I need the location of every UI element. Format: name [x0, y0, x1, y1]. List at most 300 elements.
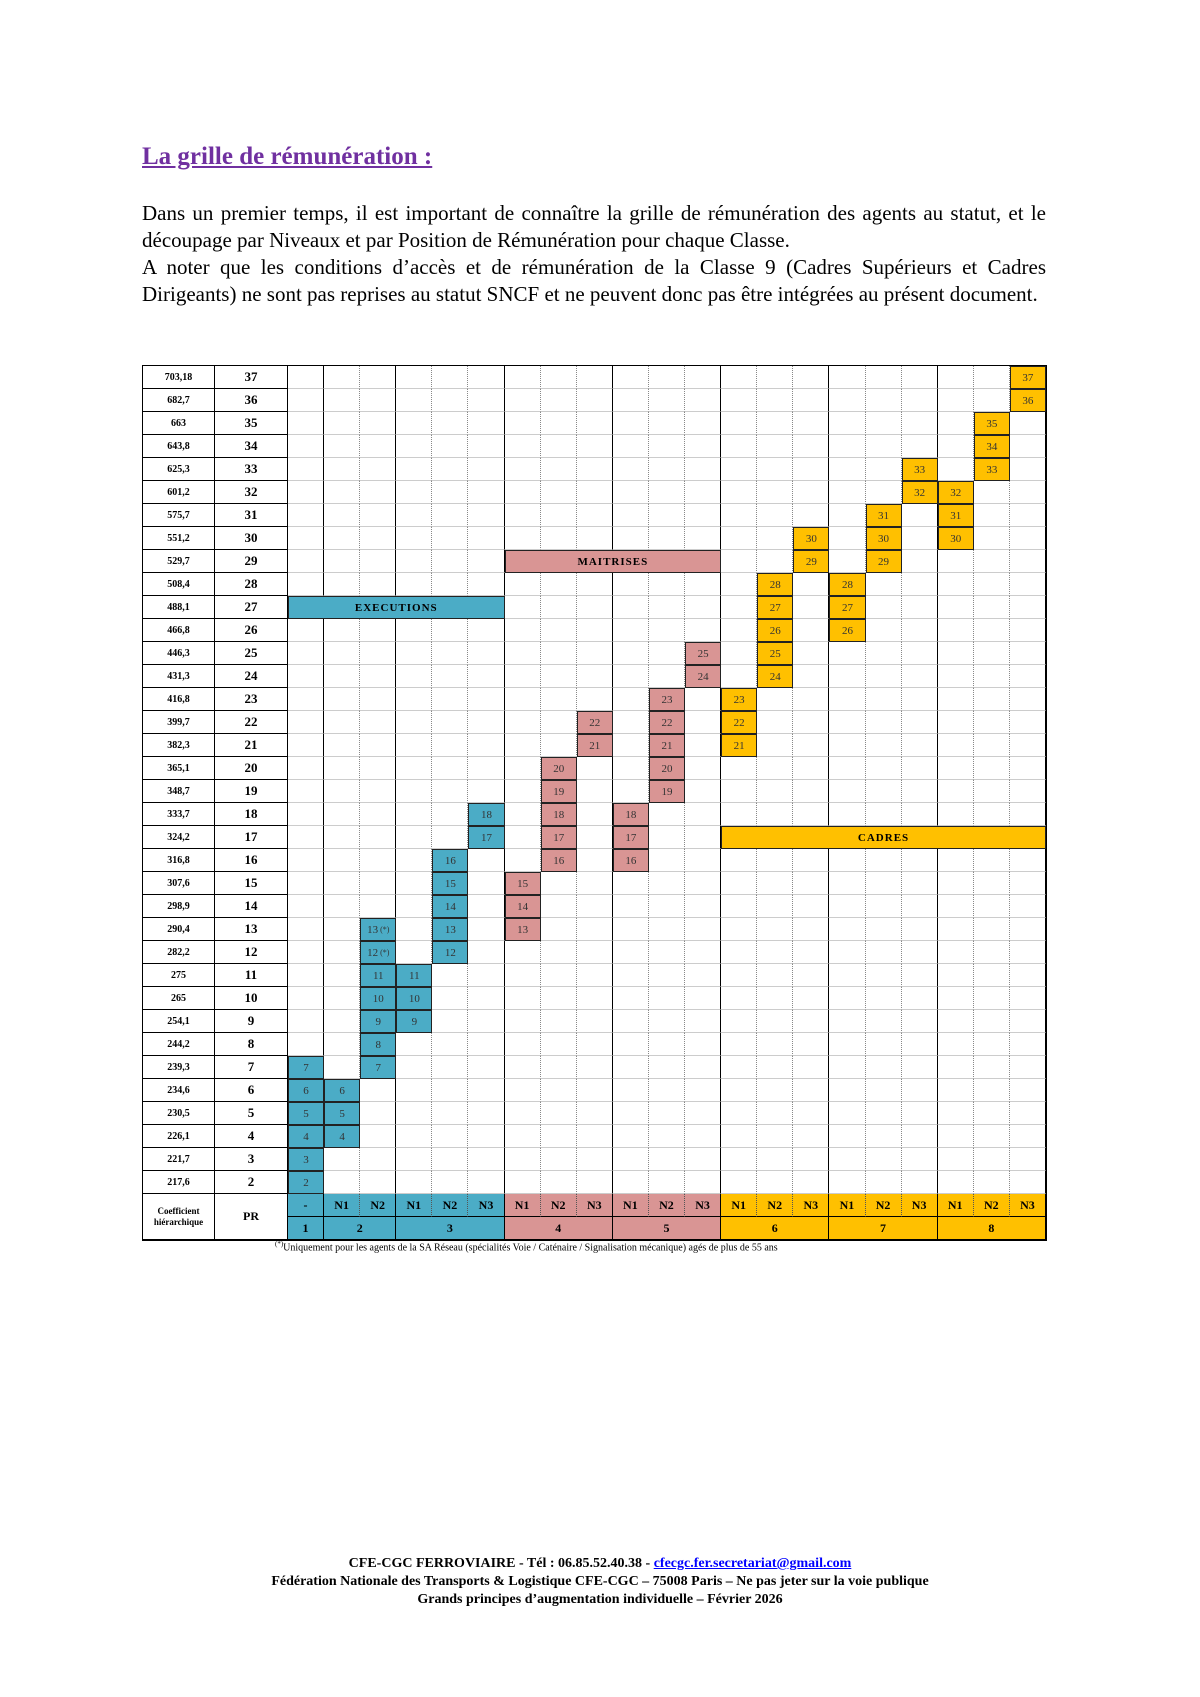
empty-cell	[396, 389, 432, 412]
empty-cell	[396, 366, 432, 389]
empty-cell	[829, 1102, 865, 1125]
empty-cell	[866, 1171, 902, 1194]
empty-cell	[685, 458, 721, 481]
grid-position-cell	[866, 527, 902, 550]
coefficient-cell: 307,6	[143, 872, 215, 895]
empty-cell	[360, 1148, 396, 1171]
empty-cell	[829, 366, 865, 389]
empty-cell	[757, 918, 793, 941]
empty-cell	[468, 435, 504, 458]
pr-cell: 12	[215, 941, 288, 964]
coefficient-cell: 217,6	[143, 1171, 215, 1194]
level-header: N1	[396, 1194, 432, 1217]
empty-cell	[324, 481, 360, 504]
empty-cell	[288, 366, 324, 389]
position-value: 2	[303, 1176, 309, 1189]
empty-cell	[866, 688, 902, 711]
empty-cell	[793, 1171, 829, 1194]
empty-cell	[360, 688, 396, 711]
empty-cell	[902, 1171, 938, 1194]
empty-cell	[432, 1033, 468, 1056]
empty-cell	[577, 366, 613, 389]
footer-email-link[interactable]: cfecgc.fer.secretariat@gmail.com	[653, 1556, 852, 1571]
empty-cell	[793, 964, 829, 987]
empty-cell	[685, 1171, 721, 1194]
position-value: 30	[805, 532, 817, 545]
empty-cell	[757, 1079, 793, 1102]
empty-cell	[432, 665, 468, 688]
position-value: 35	[986, 417, 998, 430]
empty-cell	[360, 895, 396, 918]
empty-cell	[829, 1010, 865, 1033]
position-value: 16	[444, 854, 456, 867]
position-value: 24	[769, 670, 781, 683]
empty-cell	[324, 1148, 360, 1171]
empty-cell	[324, 941, 360, 964]
position-value: 23	[661, 693, 673, 706]
empty-cell	[468, 780, 504, 803]
grid-position-cell	[468, 803, 504, 826]
empty-cell	[1010, 1033, 1046, 1056]
empty-cell	[974, 872, 1010, 895]
position-value: 25	[697, 647, 709, 660]
grid-position-cell	[1010, 389, 1046, 412]
empty-cell	[324, 734, 360, 757]
empty-cell	[829, 987, 865, 1010]
empty-cell	[974, 780, 1010, 803]
grid-position-cell	[649, 711, 685, 734]
coefficient-cell: 324,2	[143, 826, 215, 849]
empty-cell	[938, 642, 974, 665]
empty-cell	[577, 412, 613, 435]
empty-cell	[866, 734, 902, 757]
level-header: N1	[505, 1194, 541, 1217]
empty-cell	[829, 412, 865, 435]
empty-cell	[685, 573, 721, 596]
empty-cell	[432, 780, 468, 803]
empty-cell	[829, 1079, 865, 1102]
grid-position-cell	[938, 481, 974, 504]
empty-cell	[866, 780, 902, 803]
empty-cell	[757, 389, 793, 412]
pr-cell: 31	[215, 504, 288, 527]
empty-cell	[505, 780, 541, 803]
empty-cell	[649, 964, 685, 987]
position-value: 32	[950, 486, 962, 499]
empty-cell	[1010, 1079, 1046, 1102]
empty-cell	[1010, 412, 1046, 435]
empty-cell	[541, 642, 577, 665]
coefficient-header-line: hiérarchique	[153, 1216, 204, 1227]
empty-cell	[829, 780, 865, 803]
empty-cell	[902, 1010, 938, 1033]
empty-cell	[468, 941, 504, 964]
intro-text	[142, 200, 1046, 308]
empty-cell	[360, 481, 396, 504]
position-value: 26	[841, 624, 853, 637]
empty-cell	[541, 734, 577, 757]
empty-cell	[866, 803, 902, 826]
empty-cell	[721, 481, 757, 504]
empty-cell	[288, 780, 324, 803]
coefficient-cell: 298,9	[143, 895, 215, 918]
pr-cell: 5	[215, 1102, 288, 1125]
empty-cell	[360, 366, 396, 389]
page-footer	[0, 1555, 1200, 1609]
grid-position-cell	[288, 1148, 324, 1171]
grid-position-cell	[432, 941, 468, 964]
empty-cell	[468, 1033, 504, 1056]
empty-cell	[288, 504, 324, 527]
empty-cell	[360, 1079, 396, 1102]
empty-cell	[685, 619, 721, 642]
empty-cell	[793, 757, 829, 780]
empty-cell	[432, 1010, 468, 1033]
empty-cell	[1010, 941, 1046, 964]
empty-cell	[541, 435, 577, 458]
position-value: 11	[409, 969, 420, 982]
empty-cell	[613, 458, 649, 481]
empty-cell	[757, 872, 793, 895]
empty-cell	[757, 734, 793, 757]
empty-cell	[468, 872, 504, 895]
level-header: N2	[432, 1194, 468, 1217]
empty-cell	[324, 366, 360, 389]
empty-cell	[577, 1148, 613, 1171]
position-value: 16	[553, 854, 565, 867]
coefficient-header	[143, 1194, 215, 1240]
empty-cell	[505, 987, 541, 1010]
empty-cell	[432, 366, 468, 389]
empty-cell	[432, 619, 468, 642]
grid-position-cell	[649, 688, 685, 711]
empty-cell	[829, 550, 865, 573]
empty-cell	[685, 734, 721, 757]
empty-cell	[974, 1010, 1010, 1033]
grid-position-cell	[649, 757, 685, 780]
empty-cell	[793, 1033, 829, 1056]
empty-cell	[613, 527, 649, 550]
grid-position-cell	[541, 757, 577, 780]
empty-cell	[288, 573, 324, 596]
empty-cell	[577, 803, 613, 826]
empty-cell	[613, 1125, 649, 1148]
empty-cell	[577, 389, 613, 412]
empty-cell	[757, 987, 793, 1010]
empty-cell	[649, 596, 685, 619]
empty-cell	[721, 1079, 757, 1102]
empty-cell	[721, 872, 757, 895]
empty-cell	[432, 1056, 468, 1079]
empty-cell	[902, 504, 938, 527]
empty-cell	[793, 1102, 829, 1125]
empty-cell	[649, 1102, 685, 1125]
category-banner-executions: EXECUTIONS	[288, 596, 505, 619]
empty-cell	[541, 527, 577, 550]
empty-cell	[793, 780, 829, 803]
empty-cell	[577, 987, 613, 1010]
empty-cell	[1010, 918, 1046, 941]
empty-cell	[757, 757, 793, 780]
empty-cell	[866, 619, 902, 642]
empty-cell	[902, 366, 938, 389]
empty-cell	[505, 757, 541, 780]
position-value: 14	[517, 900, 529, 913]
grid-position-cell	[757, 665, 793, 688]
empty-cell	[685, 389, 721, 412]
empty-cell	[541, 1125, 577, 1148]
level-header: N2	[974, 1194, 1010, 1217]
empty-cell	[793, 412, 829, 435]
empty-cell	[902, 849, 938, 872]
empty-cell	[541, 366, 577, 389]
empty-cell	[721, 941, 757, 964]
empty-cell	[902, 550, 938, 573]
empty-cell	[829, 504, 865, 527]
empty-cell	[468, 366, 504, 389]
empty-cell	[541, 918, 577, 941]
coefficient-cell: 601,2	[143, 481, 215, 504]
coefficient-cell: 446,3	[143, 642, 215, 665]
position-value: 14	[444, 900, 456, 913]
position-value: 10	[408, 992, 420, 1005]
pr-cell: 18	[215, 803, 288, 826]
empty-cell	[613, 619, 649, 642]
empty-cell	[649, 504, 685, 527]
empty-cell	[360, 757, 396, 780]
pr-cell: 3	[215, 1148, 288, 1171]
empty-cell	[793, 734, 829, 757]
empty-cell	[829, 872, 865, 895]
empty-cell	[793, 941, 829, 964]
position-value: 29	[878, 555, 890, 568]
empty-cell	[613, 481, 649, 504]
class-header: 5	[613, 1217, 721, 1240]
position-value: 3	[303, 1153, 309, 1166]
empty-cell	[757, 780, 793, 803]
empty-cell	[468, 665, 504, 688]
empty-cell	[613, 1148, 649, 1171]
empty-cell	[829, 642, 865, 665]
coefficient-cell: 348,7	[143, 780, 215, 803]
empty-cell	[324, 803, 360, 826]
empty-cell	[866, 918, 902, 941]
empty-cell	[1010, 734, 1046, 757]
empty-cell	[613, 1010, 649, 1033]
empty-cell	[505, 389, 541, 412]
empty-cell	[974, 895, 1010, 918]
grid-position-cell	[829, 573, 865, 596]
empty-cell	[829, 711, 865, 734]
empty-cell	[938, 803, 974, 826]
empty-cell	[793, 803, 829, 826]
position-value: 13	[444, 923, 456, 936]
position-value: 18	[625, 808, 637, 821]
empty-cell	[649, 435, 685, 458]
empty-cell	[324, 1010, 360, 1033]
empty-cell	[1010, 757, 1046, 780]
empty-cell	[324, 642, 360, 665]
empty-cell	[468, 619, 504, 642]
grid-position-cell	[324, 1102, 360, 1125]
empty-cell	[757, 412, 793, 435]
empty-cell	[685, 826, 721, 849]
empty-cell	[793, 918, 829, 941]
empty-cell	[396, 918, 432, 941]
empty-cell	[721, 1010, 757, 1033]
class-header: 7	[829, 1217, 937, 1240]
empty-cell	[613, 642, 649, 665]
empty-cell	[793, 389, 829, 412]
pr-cell: 19	[215, 780, 288, 803]
empty-cell	[685, 481, 721, 504]
empty-cell	[432, 389, 468, 412]
empty-cell	[288, 665, 324, 688]
coefficient-cell: 316,8	[143, 849, 215, 872]
empty-cell	[649, 619, 685, 642]
empty-cell	[360, 527, 396, 550]
empty-cell	[505, 412, 541, 435]
position-value: 21	[661, 739, 673, 752]
empty-cell	[866, 941, 902, 964]
empty-cell	[396, 826, 432, 849]
empty-cell	[649, 527, 685, 550]
empty-cell	[613, 964, 649, 987]
empty-cell	[866, 435, 902, 458]
footnote-text: Uniquement pour les agents de la SA Réseau (spécialités Voie / Caténaire / Signalisation mécanique) agés de plus de 55 ans	[283, 1242, 778, 1254]
empty-cell	[1010, 780, 1046, 803]
empty-cell	[902, 895, 938, 918]
empty-cell	[396, 527, 432, 550]
coefficient-header-line: Coefficient	[157, 1205, 200, 1216]
empty-cell	[866, 458, 902, 481]
coefficient-cell: 221,7	[143, 1148, 215, 1171]
empty-cell	[613, 711, 649, 734]
grid-position-cell	[902, 458, 938, 481]
empty-cell	[757, 527, 793, 550]
empty-cell	[468, 573, 504, 596]
empty-cell	[324, 964, 360, 987]
empty-cell	[721, 619, 757, 642]
empty-cell	[505, 711, 541, 734]
empty-cell	[866, 366, 902, 389]
empty-cell	[721, 573, 757, 596]
empty-cell	[757, 1171, 793, 1194]
grid-position-cell	[938, 504, 974, 527]
empty-cell	[505, 481, 541, 504]
empty-cell	[324, 688, 360, 711]
empty-cell	[974, 527, 1010, 550]
empty-cell	[505, 734, 541, 757]
empty-cell	[613, 412, 649, 435]
footer-contact: CFE-CGC FERROVIAIRE - Tél : 06.85.52.40.38 -	[348, 1556, 654, 1571]
empty-cell	[468, 527, 504, 550]
pr-cell: 28	[215, 573, 288, 596]
empty-cell	[468, 1102, 504, 1125]
grid-position-cell	[1010, 366, 1046, 389]
grid-position-cell	[829, 596, 865, 619]
empty-cell	[324, 573, 360, 596]
intro-paragraph: Dans un premier temps, il est important de connaître la grille de rémunération des agents au statut, et le découpage par Niveaux et par Position de Rémunération pour chaque Classe.	[142, 201, 1046, 252]
empty-cell	[505, 964, 541, 987]
coefficient-cell: 703,18	[143, 366, 215, 389]
empty-cell	[1010, 1102, 1046, 1125]
empty-cell	[613, 1056, 649, 1079]
empty-cell	[288, 803, 324, 826]
empty-cell	[396, 1148, 432, 1171]
empty-cell	[649, 642, 685, 665]
class-header: 2	[324, 1217, 396, 1240]
pr-cell: 16	[215, 849, 288, 872]
empty-cell	[613, 941, 649, 964]
empty-cell	[468, 757, 504, 780]
empty-cell	[757, 688, 793, 711]
coefficient-cell: 275	[143, 964, 215, 987]
empty-cell	[396, 642, 432, 665]
empty-cell	[974, 1033, 1010, 1056]
empty-cell	[324, 1033, 360, 1056]
empty-cell	[396, 665, 432, 688]
empty-cell	[396, 895, 432, 918]
empty-cell	[577, 1010, 613, 1033]
empty-cell	[505, 1171, 541, 1194]
empty-cell	[974, 596, 1010, 619]
position-value: 6	[339, 1084, 345, 1097]
empty-cell	[541, 458, 577, 481]
empty-cell	[793, 895, 829, 918]
empty-cell	[396, 872, 432, 895]
empty-cell	[1010, 504, 1046, 527]
empty-cell	[974, 504, 1010, 527]
pr-cell: 25	[215, 642, 288, 665]
empty-cell	[613, 1102, 649, 1125]
empty-cell	[938, 688, 974, 711]
empty-cell	[685, 596, 721, 619]
grid-position-cell	[577, 734, 613, 757]
empty-cell	[288, 458, 324, 481]
empty-cell	[685, 872, 721, 895]
grid-position-cell	[613, 826, 649, 849]
empty-cell	[324, 412, 360, 435]
empty-cell	[468, 1125, 504, 1148]
empty-cell	[974, 366, 1010, 389]
empty-cell	[505, 941, 541, 964]
empty-cell	[396, 458, 432, 481]
empty-cell	[432, 1079, 468, 1102]
position-value: 4	[303, 1130, 309, 1143]
empty-cell	[938, 1033, 974, 1056]
empty-cell	[541, 964, 577, 987]
grid-position-cell	[793, 550, 829, 573]
position-value: 13	[367, 923, 379, 936]
empty-cell	[757, 1056, 793, 1079]
empty-cell	[396, 688, 432, 711]
empty-cell	[721, 757, 757, 780]
empty-cell	[974, 1148, 1010, 1171]
empty-cell	[685, 987, 721, 1010]
empty-cell	[793, 872, 829, 895]
footnote-marker: (*)	[380, 925, 390, 934]
pr-cell: 29	[215, 550, 288, 573]
empty-cell	[577, 1171, 613, 1194]
empty-cell	[396, 573, 432, 596]
empty-cell	[685, 780, 721, 803]
empty-cell	[866, 711, 902, 734]
empty-cell	[685, 1010, 721, 1033]
empty-cell	[902, 780, 938, 803]
empty-cell	[396, 780, 432, 803]
empty-cell	[757, 803, 793, 826]
